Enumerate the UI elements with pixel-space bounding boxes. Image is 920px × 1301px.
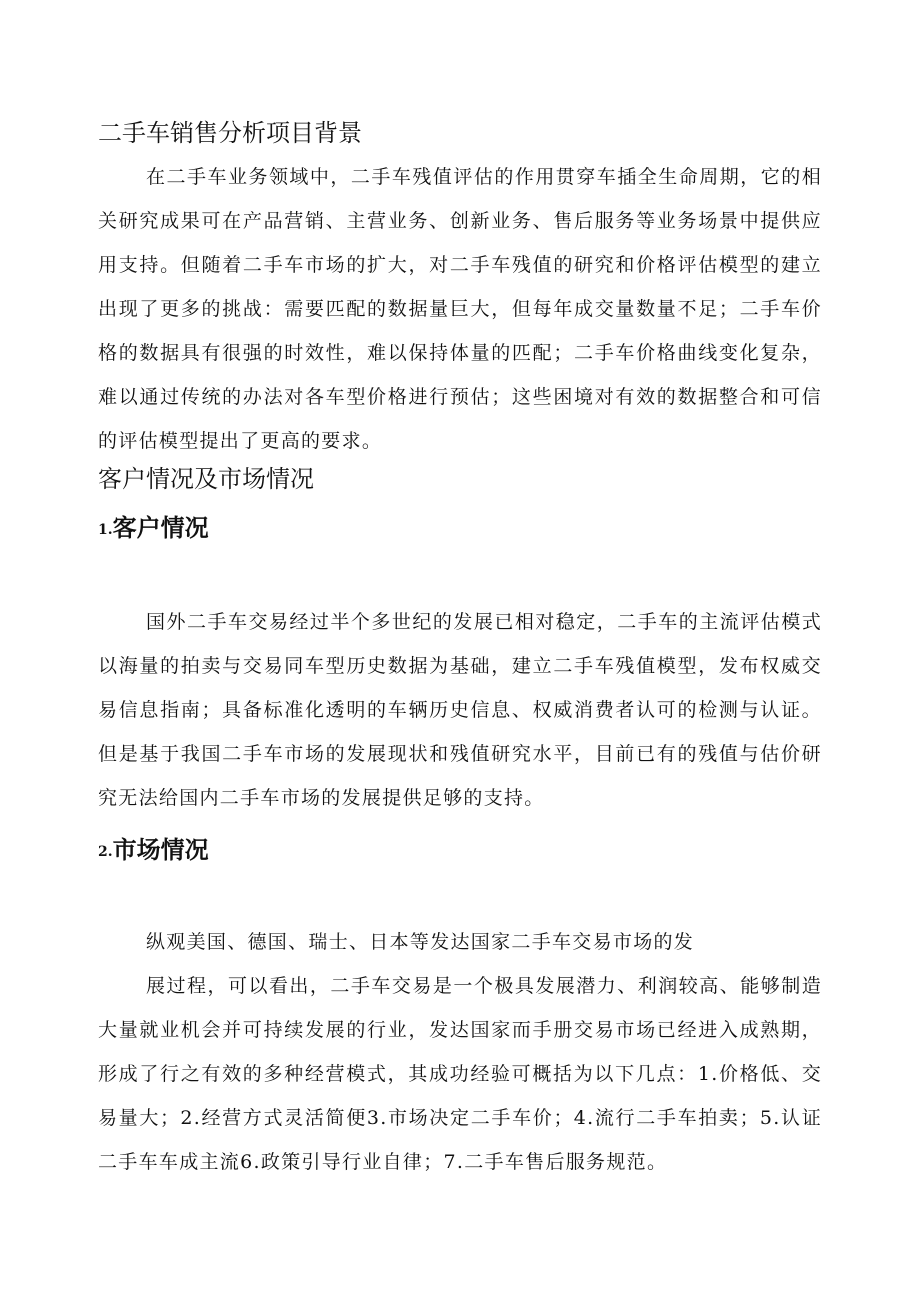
market-heading: [98, 835, 209, 867]
customer-heading-number: 1.: [98, 522, 113, 538]
customer-market-section-title: 客户情况及市场情况: [98, 465, 314, 493]
market-paragraph-first-line: 纵观美国、德国、瑞士、日本等发达国家二手车交易市场的发: [146, 931, 695, 953]
background-section-title: 二手车销售分析项目背景: [98, 119, 362, 147]
customer-heading-title: 客户情况: [112, 514, 209, 542]
market-heading-number: 2.: [98, 844, 113, 860]
customer-paragraph: 国外二手车交易经过半个多世纪的发展已相对稳定，二手车的主流评估模式以海量的拍卖与交易同车型历史数据为基础，建立二手车残值模型，发布权威交易信息指南；具备标准化透明的车辆历史信息、权威消费者认可的检测与认证。但是基于我国二手车市场的发展现状和残值研究水平，目前已有的残值与估价研究无法给国内二手车市场的发展提供足够的支持。: [98, 611, 822, 809]
market-paragraph: 展过程，可以看出，二手车交易是一个极具发展潜力、利润较高、能够制造大量就业机会并可持续发展的行业，发达国家而手册交易市场已经进入成熟期，形成了行之有效的多种经营模式，其成功经验可概括为以下几点：1.价格低、交易量大；2.经营方式灵活简便3.市场决定二手车价；4.流行二手车拍卖；5.认证二手车车成主流6.政策引导行业自律；7.二手车售后服务规范。: [98, 975, 822, 1173]
customer-heading: [98, 513, 209, 545]
market-heading-title: 市场情况: [112, 836, 209, 864]
background-paragraph: 在二手车业务领域中，二手车残值评估的作用贯穿车插全生命周期，它的相关研究成果可在产品营销、主营业务、创新业务、售后服务等业务场景中提供应用支持。但随着二手车市场的扩大，对二手车残值的研究和价格评估模型的建立出现了更多的挑战：需要匹配的数据量巨大，但每年成交量数量不足；二手车价格的数据具有很强的时效性，难以保持体量的匹配；二手车价格曲线变化复杂，难以通过传统的办法对各车型价格进行预估；这些困境对有效的数据整合和可信的评估模型提出了更高的要求。: [98, 166, 822, 452]
